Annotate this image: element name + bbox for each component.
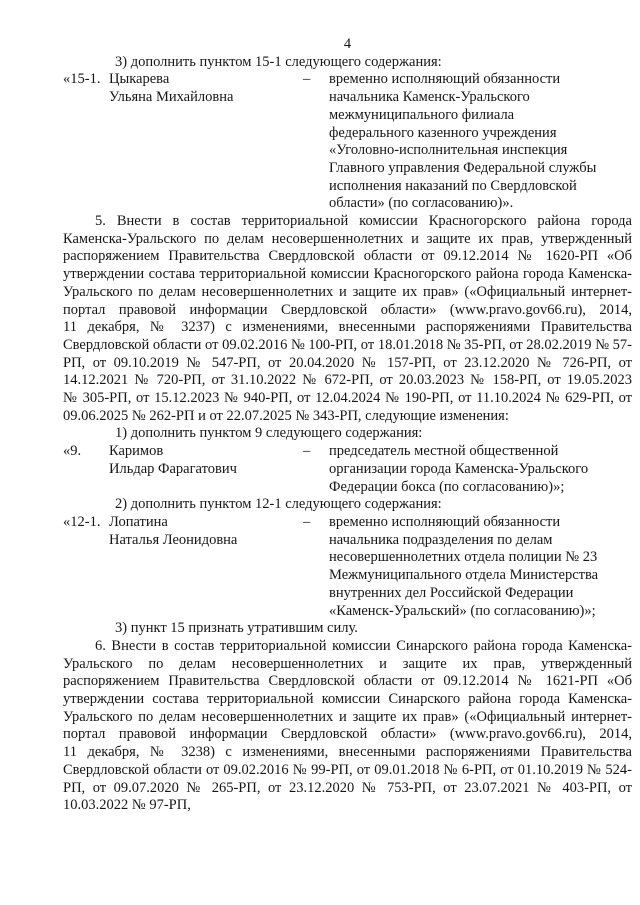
entry-name-line: Каримов [109,443,164,460]
entry-description-line: начальника Каменск-Уральского [329,89,530,106]
entry-12-1 [63,514,632,620]
entry-dash: – [303,513,311,530]
entry-description [329,514,632,620]
subitem-3-void: 3) пункт 15 признать утратившим силу. [115,620,358,637]
section-6-paragraph: 6. Внести в состав территориальной комиссии Синарского района города Каменска-Уральского по делам несовершеннолетних и защите их прав, утвержденный распоряжением Правительства Свердловской области от 09.12.2014 № 1621-РП «Об утверждении состава территориальной комиссии Синарского района города Каменска-Уральского по делам несовершеннолетних и защите их прав» («Официальный интернет-портал правовой информации Свердловской области» (www.pravo.gov66.ru), 2014, 11 декабря, № 3238) с изменениями, внесенными распоряжениями Правительства Свердловской области от 09.02.2016 № 99-РП, от 09.01.2018 № 6-РП, от 01.10.2019 № 524-РП, от 09.07.2020 № 265-РП, от 23.12.2020 № 753-РП, от 23.07.2021 № 403-РП, от 10.03.2022 № 97-РП, [63,637,632,814]
subitem-2-intro: 2) дополнить пунктом 12-1 следующего содержания: [115,496,442,513]
subitem-3-intro: 3) дополнить пунктом 15-1 следующего содержания: [115,53,442,70]
entry-description-line: внутренних дел Российской Федерации [329,584,574,601]
entry-description-line: Главного управления Федеральной службы [329,159,597,176]
entry-name-line: Ульяна Михайловна [109,89,234,106]
entry-description-line: временно исполняющий обязанности [329,71,561,88]
entry-description-line: «Каменск-Уральский» (по согласованию)»; [329,602,596,619]
entry-9 [63,443,632,496]
entry-description-line: федерального казенного учреждения [329,124,557,141]
entry-name [109,443,303,478]
entry-name-line: Наталья Леонидовна [109,531,238,548]
entry-description-line: временно исполняющий обязанности [329,513,561,530]
entry-description-line: несовершеннолетних отдела полиции № 23 [329,549,598,566]
entry-number: «15-1. [63,71,101,88]
entry-name-line: Лопатина [109,513,168,530]
section-5-paragraph: 5. Внести в состав территориальной комиссии Красногорского района города Каменска-Уральского по делам несовершеннолетних и защите их прав, утвержденный распоряжением Правительства Свердловской области от 09.12.2014 № 1620-РП «Об утверждении состава территориальной комиссии Красногорского района города Каменска-Уральского по делам несовершеннолетних и защите их прав» («Официальный интернет-портал правовой информации Свердловской области» (www.pravo.gov66.ru), 2014, 11 декабря, № 3237) с изменениями, внесенными распоряжениями Правительства Свердловской области от 09.02.2016 № 100-РП, от 18.01.2018 № 35-РП, от 28.02.2019 № 57-РП, от 09.10.2019 № 547-РП, от 20.04.2020 № 157-РП, от 23.12.2020 № 726-РП, от 14.12.2021 № 720-РП, от 31.10.2022 № 672-РП, от 20.03.2023 № 158-РП, от 19.05.2023 № 305-РП, от 15.12.2023 № 940-РП, от 12.04.2024 № 190-РП, от 11.10.2024 № 629-РП, от 09.06.2025 № 262-РП и от 22.07.2025 № 343-РП, следующие изменения: [63,213,632,424]
page-number: 4 [343,36,352,52]
entry-dash: – [303,71,311,88]
entry-description [329,443,632,496]
entry-description [329,71,632,213]
entry-name-line: Ильдар Фарагатович [109,460,237,477]
entry-number: «12-1. [63,513,101,530]
entry-description-line: Федерации бокса (по согласованию)»; [329,478,565,495]
entry-15-1 [63,71,632,213]
entry-description-line: Межмуниципального отдела Министерства [329,567,599,584]
subitem-1-intro: 1) дополнить пунктом 9 следующего содержания: [115,425,423,442]
document-content [63,36,632,815]
entry-description-line: председатель местной общественной [329,443,559,460]
entry-description-line: начальника подразделения по делам [329,531,553,548]
entry-description-line: «Уголовно-исполнительная инспекция [329,142,568,159]
entry-description-line: области» (по согласованию)». [329,195,514,212]
entry-dash: – [303,443,311,460]
entry-name [109,514,303,549]
entry-description-line: организации города Каменска-Уральского [329,460,589,477]
entry-description-line: межмуниципального филиала [329,106,515,123]
entry-number: «9. [63,443,82,460]
entry-name-line: Цыкарева [109,71,170,88]
entry-name [109,71,303,106]
entry-description-line: исполнения наказаний по Свердловской [329,177,577,194]
